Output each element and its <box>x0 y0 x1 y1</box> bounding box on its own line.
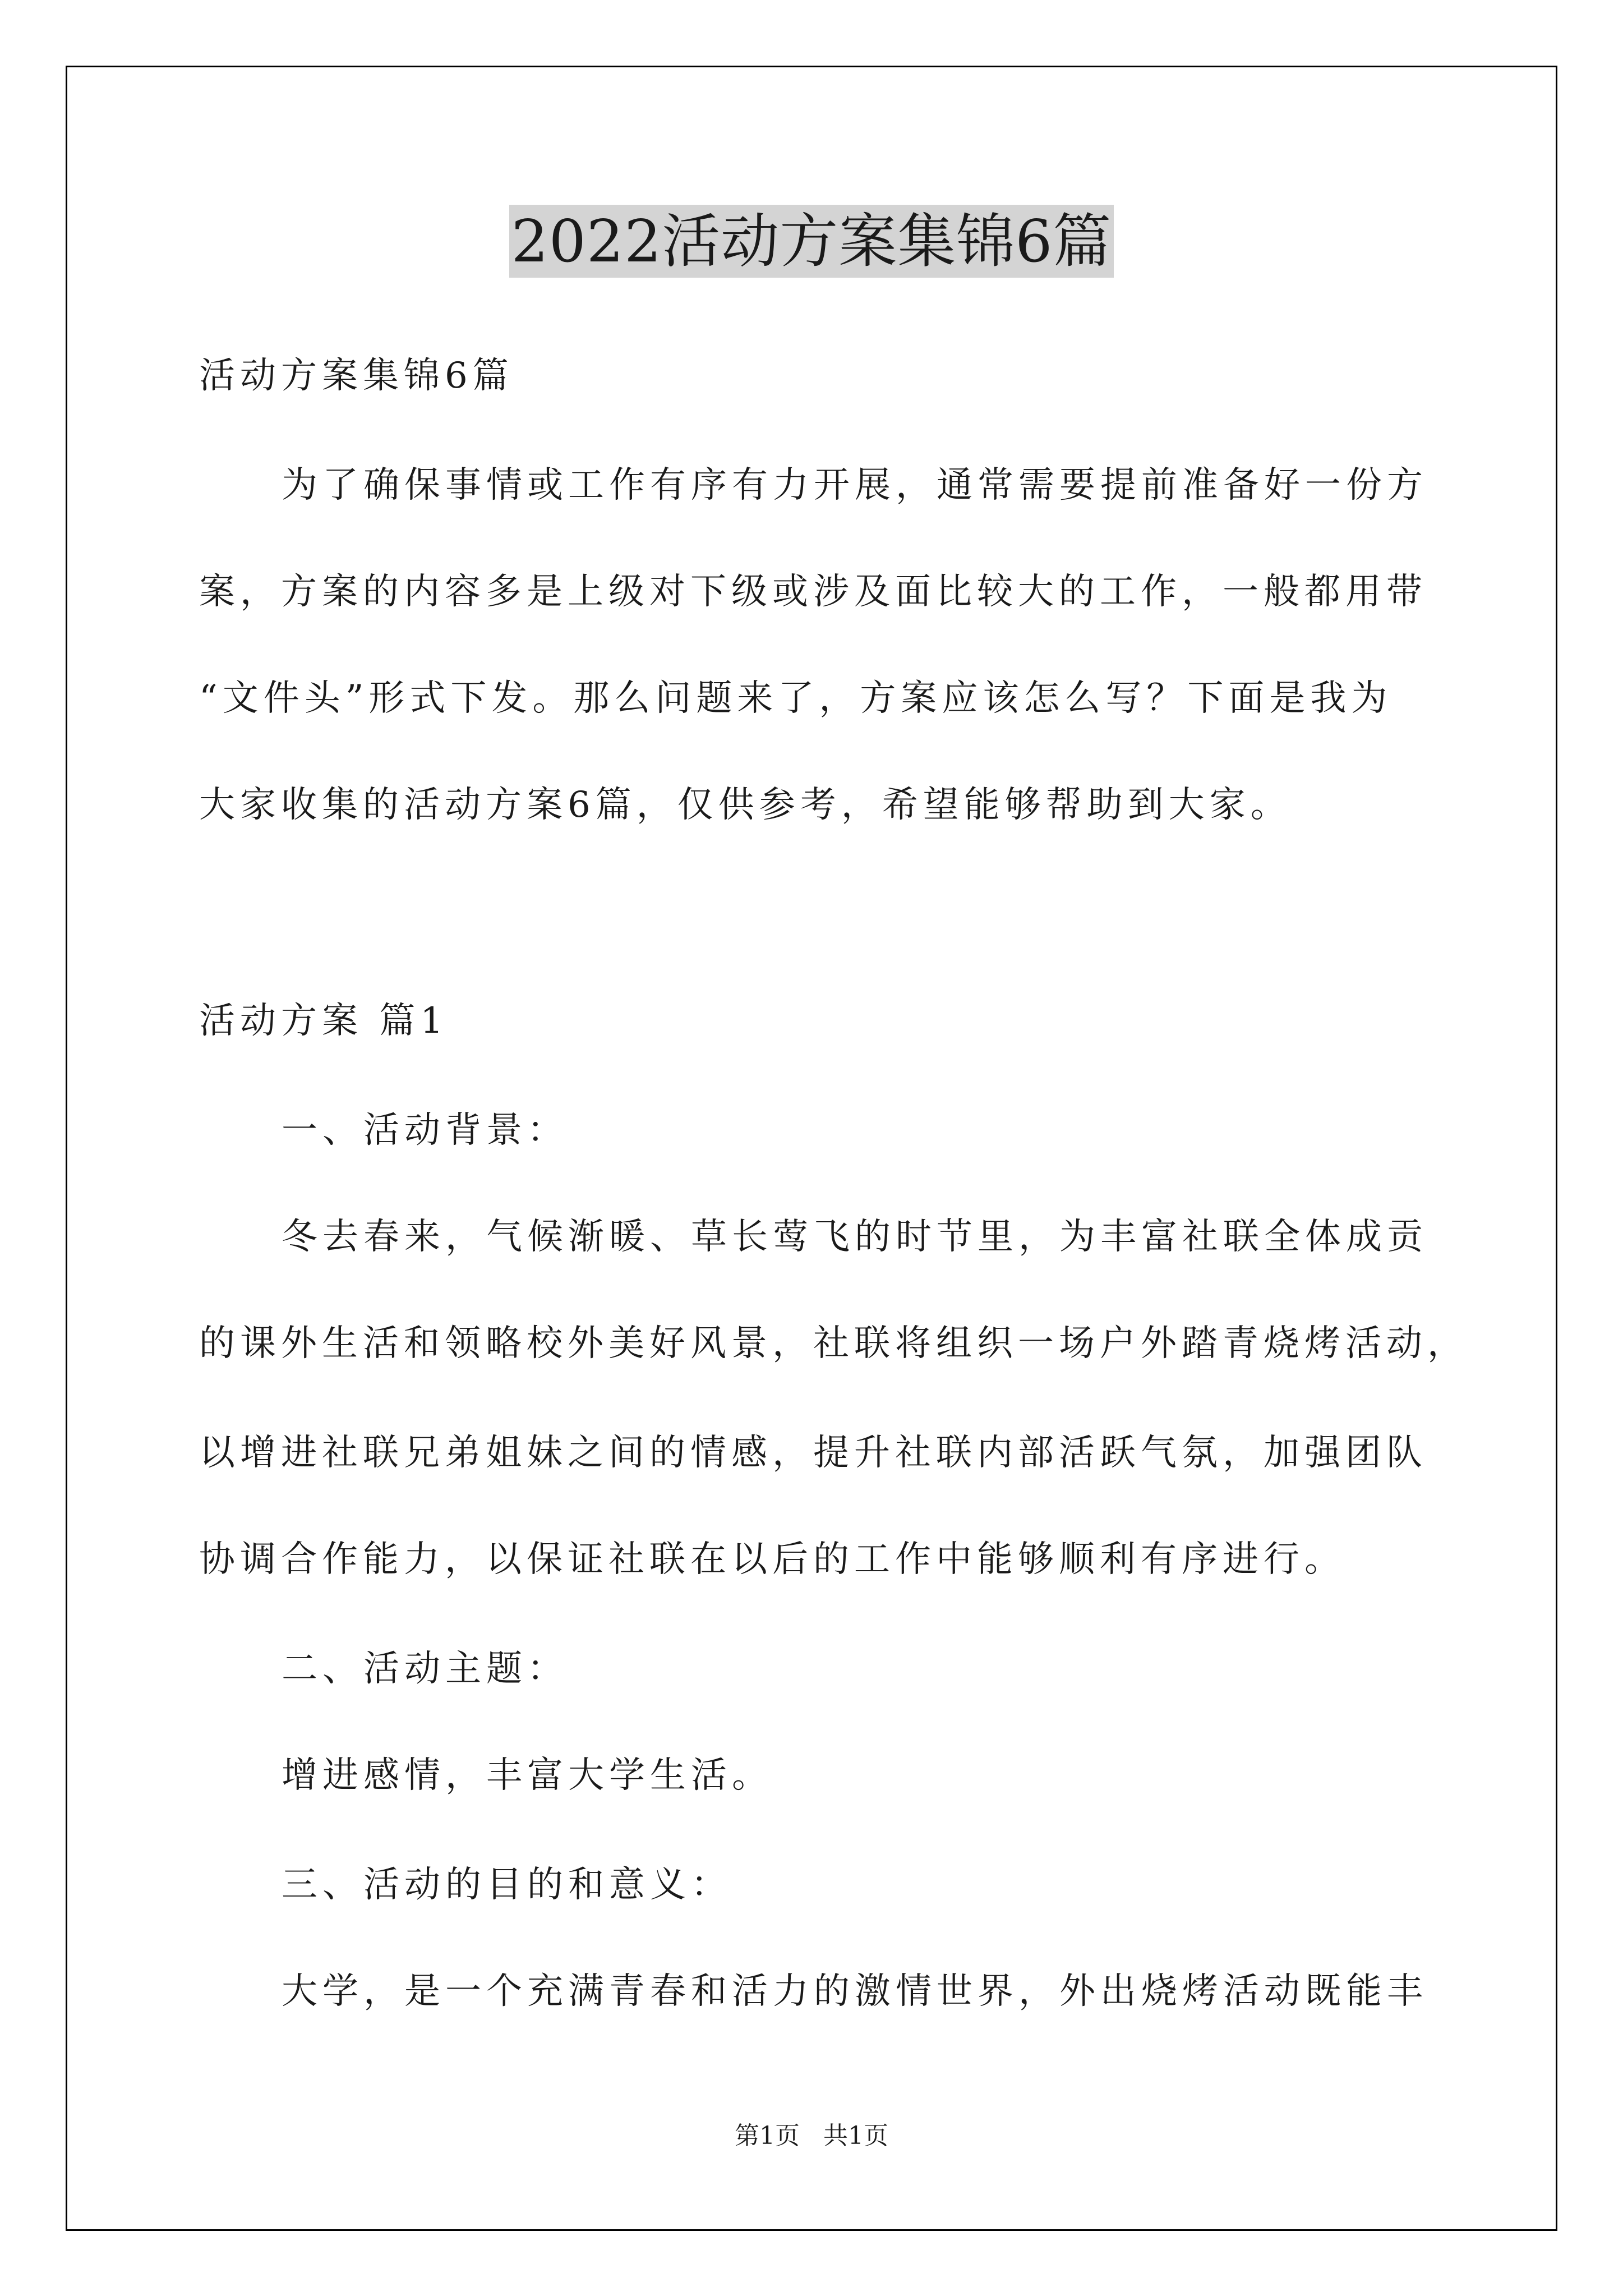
body-line: 大学，是一个充满青春和活力的激情世界，外出烧烤活动既能丰 <box>282 1971 1428 2012</box>
item-heading: 三、活动的目的和意义： <box>282 1864 732 1906</box>
item-heading: 一、活动背景： <box>282 1110 568 1151</box>
item-heading: 二、活动主题： <box>282 1648 568 1690</box>
intro-line: 为了确保事情或工作有序有力开展，通常需要提前准备好一份方 <box>282 464 1428 506</box>
body-line: 以增进社联兄弟姐妹之间的情感，提升社联内部活跃气氛，加强团队 <box>199 1432 1427 1474</box>
intro-line: 大家收集的活动方案6篇，仅供参考，希望能够帮助到大家。 <box>199 784 1292 826</box>
title-container <box>0 205 1623 278</box>
document-subtitle: 活动方案集锦6篇 <box>199 355 514 397</box>
intro-line: 案，方案的内容多是上级对下级或涉及面比较大的工作，一般都用带 <box>199 571 1427 613</box>
intro-line: “文件头”形式下发。那么问题来了，方案应该怎么写？下面是我为 <box>199 678 1393 719</box>
page-footer: 第1页 共1页 <box>735 2122 888 2150</box>
body-line: 增进感情，丰富大学生活。 <box>282 1755 773 1796</box>
document-title: 2022活动方案集锦6篇 <box>509 205 1114 278</box>
body-line: 协调合作能力，以保证社联在以后的工作中能够顺利有序进行。 <box>199 1539 1345 1580</box>
body-line: 冬去春来，气候渐暖、草长莺飞的时节里，为丰富社联全体成贡 <box>282 1216 1428 1258</box>
body-line: 的课外生活和领略校外美好风景，社联将组织一场户外踏青烧烤活动， <box>199 1323 1468 1364</box>
section-heading: 活动方案 篇1 <box>199 1000 449 1042</box>
